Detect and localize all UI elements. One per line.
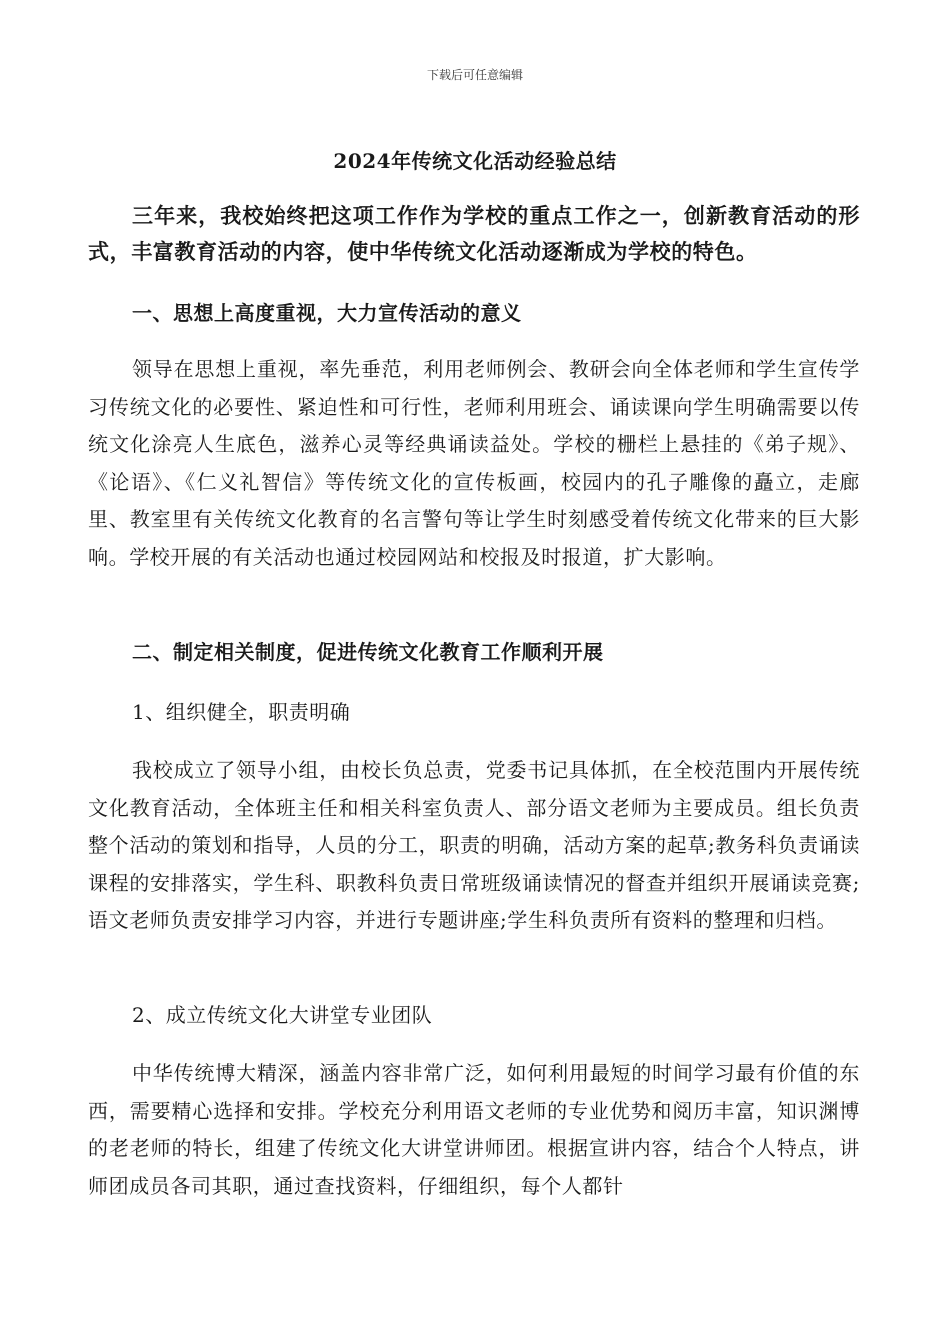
subsection2-paragraph: 中华传统博大精深，涵盖内容非常广泛，如何利用最短的时间学习最有价值的东西，需要精心选择和安排。学校充分利用语文老师的专业优势和阅历丰富，知识渊博的老老师的特长，组建了传统文化大讲堂讲师团。根据宣讲内容，结合个人特点，讲师团成员各司其职，通过查找资料，仔细组织，每个人都针 [88,1061,860,1198]
section1-heading: 一、思想上高度重视，大力宣传活动的意义 [132,301,522,325]
header-note: 下载后可任意编辑 [426,68,523,82]
section2-heading: 二、制定相关制度，促进传统文化教育工作顺利开展 [132,640,604,664]
subsection1-paragraph: 我校成立了领导小组，由校长负总责，党委书记具体抓，在全校范围内开展传统文化教育活动，全体班主任和相关科室负责人、部分语文老师为主要成员。组长负责整个活动的策划和指导，人员的分工，职责的明确，活动方案的起草;教务科负责诵读课程的安排落实，学生科、职教科负责日常班级诵读情况的督查并组织开展诵读竞赛;语文老师负责安排学习内容，并进行专题讲座;学生科负责所有资料的整理和归档。 [88,758,860,933]
document-title: 2024年传统文化活动经验总结 [333,149,617,173]
subsection2-heading: 2、成立传统文化大讲堂专业团队 [132,1003,433,1027]
subsection1-heading: 1、组织健全，职责明确 [132,700,351,724]
section1-paragraph: 领导在思想上重视，率先垂范，利用老师例会、教研会向全体老师和学生宣传学习传统文化的必要性、紧迫性和可行性，老师利用班会、诵读课向学生明确需要以传统文化涂亮人生底色，滋养心灵等经典诵读益处。学校的栅栏上悬挂的《弟子规》、《论语》、《仁义礼智信》等传统文化的宣传板画，校园内的孔子雕像的矗立，走廊里、教室里有关传统文化教育的名言警句等让学生时刻感受着传统文化带来的巨大影响。学校开展的有关活动也通过校园网站和校报及时报道，扩大影响。 [88,357,860,569]
intro-paragraph: 三年来，我校始终把这项工作作为学校的重点工作之一，创新教育活动的形式，丰富教育活动的内容，使中华传统文化活动逐渐成为学校的特色。 [88,203,860,264]
